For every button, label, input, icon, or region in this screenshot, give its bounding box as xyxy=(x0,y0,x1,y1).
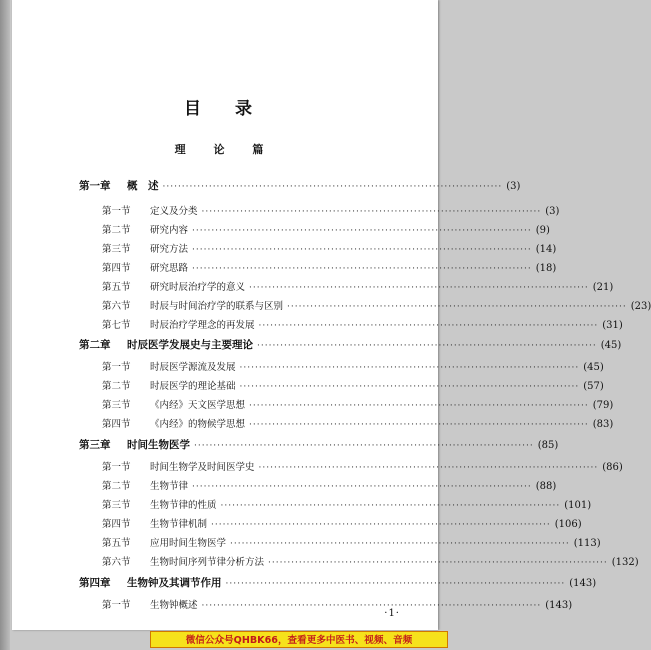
toc-page-ref: (14) xyxy=(535,244,557,255)
chapter-number: 第四章 xyxy=(79,577,111,589)
leader-dots: ························································································ xyxy=(249,401,589,411)
section-title: 时辰医学源流及发展 xyxy=(150,362,236,373)
toc-section-row xyxy=(12,241,557,257)
section-title: 生物节律机制 xyxy=(150,519,208,530)
toc-page-ref: (21) xyxy=(592,282,614,293)
section-title: 《内经》天文医学思想 xyxy=(150,400,246,411)
toc-chapter-row xyxy=(12,437,559,453)
toc-page-ref: (57) xyxy=(583,381,604,392)
section-title: 时辰与时间治疗学的联系与区别 xyxy=(150,301,284,312)
toc-page-ref: (45) xyxy=(583,362,604,373)
leader-dots: ························································································ xyxy=(287,302,627,312)
section-title: 定义及分类 xyxy=(150,206,198,217)
toc-page-ref: (45) xyxy=(600,340,622,351)
leader-dots: ························································································ xyxy=(192,245,532,255)
part-title: 理 论 篇 xyxy=(174,143,276,156)
leader-dots: ························································································ xyxy=(230,539,570,549)
section-number: 第六节 xyxy=(102,557,131,568)
section-number: 第二节 xyxy=(102,481,131,492)
leader-dots: ························································································ xyxy=(194,441,534,451)
leader-dots: ························································································ xyxy=(192,264,532,274)
leader-dots: ························································································ xyxy=(225,579,566,589)
promo-banner: 微信公众号QHBK66，查看更多中医书、视频、音频 xyxy=(150,631,448,648)
chapter-title: 时间生物医学 xyxy=(127,439,190,451)
toc-chapter-row xyxy=(12,178,521,194)
section-number: 第六节 xyxy=(102,301,131,312)
toc-page-ref: (83) xyxy=(592,419,614,430)
section-number: 第一节 xyxy=(102,462,131,473)
section-title: 研究内容 xyxy=(150,225,189,236)
chapter-number: 第二章 xyxy=(79,339,111,351)
toc-section-row xyxy=(12,554,639,570)
section-number: 第七节 xyxy=(102,320,131,331)
toc-section-row xyxy=(12,260,557,276)
toc-section-row xyxy=(12,416,614,432)
toc-page-ref: (86) xyxy=(602,462,623,473)
section-number: 第五节 xyxy=(102,282,131,293)
leader-dots: ························································································ xyxy=(239,382,580,392)
leader-dots: ························································································ xyxy=(239,363,580,373)
toc-page-ref: (23) xyxy=(630,301,651,312)
toc-section-row xyxy=(12,535,601,551)
section-title: 研究方法 xyxy=(150,244,189,255)
toc-chapter-row xyxy=(12,575,597,591)
toc-page-ref: (106) xyxy=(554,519,582,530)
section-number: 第三节 xyxy=(102,400,131,411)
toc-section-row xyxy=(12,279,614,295)
toc-page-ref: (85) xyxy=(537,440,559,451)
section-title: 时辰治疗学理念的再发展 xyxy=(150,320,255,331)
toc-page-ref: (143) xyxy=(545,600,573,611)
section-number: 第三节 xyxy=(102,244,131,255)
section-title: 生物钟概述 xyxy=(150,600,198,611)
leader-dots: ························································································ xyxy=(257,341,597,351)
document-page xyxy=(12,0,651,630)
toc-section-row xyxy=(12,359,604,375)
toc-section-row xyxy=(12,203,560,219)
toc-chapter-row xyxy=(12,337,622,353)
section-title: 生物节律的性质 xyxy=(150,500,217,511)
leader-dots: ························································································ xyxy=(192,482,532,492)
page-number: ·1· xyxy=(384,608,400,619)
page-title: 目 录 xyxy=(184,99,266,119)
toc-section-row xyxy=(12,378,604,394)
viewer-left-edge xyxy=(0,0,10,650)
chapter-title: 生物钟及其调节作用 xyxy=(127,577,222,589)
section-title: 研究思路 xyxy=(150,263,189,274)
leader-dots: ························································································ xyxy=(249,283,589,293)
toc-page-ref: (79) xyxy=(592,400,614,411)
toc-section-row xyxy=(12,597,573,613)
toc-section-row xyxy=(12,459,623,475)
toc-page-ref: (143) xyxy=(569,578,597,589)
leader-dots: ························································································ xyxy=(201,601,542,611)
section-title: 研究时辰治疗学的意义 xyxy=(150,282,246,293)
leader-dots: ························································································ xyxy=(211,520,551,530)
toc-page-ref: (132) xyxy=(611,557,639,568)
leader-dots: ························································································ xyxy=(220,501,561,511)
section-number: 第四节 xyxy=(102,419,131,430)
section-title: 生物时间序列节律分析方法 xyxy=(150,557,265,568)
chapter-title: 概 述 xyxy=(127,180,159,192)
chapter-number: 第一章 xyxy=(79,180,111,192)
section-number: 第一节 xyxy=(102,206,131,217)
chapter-title: 时辰医学发展史与主要理论 xyxy=(127,339,253,351)
section-number: 第四节 xyxy=(102,519,131,530)
toc-page-ref: (3) xyxy=(506,181,521,192)
section-title: 《内经》的物候学思想 xyxy=(150,419,246,430)
toc-section-row xyxy=(12,497,592,513)
toc-section-row xyxy=(12,317,623,333)
section-title: 时间生物学及时间医学史 xyxy=(150,462,255,473)
leader-dots: ························································································ xyxy=(258,321,599,331)
leader-dots: ························································································ xyxy=(258,463,599,473)
section-title: 生物节律 xyxy=(150,481,189,492)
section-number: 第一节 xyxy=(102,600,131,611)
toc-section-row xyxy=(12,222,550,238)
toc-page-ref: (88) xyxy=(535,481,557,492)
toc-page-ref: (18) xyxy=(535,263,557,274)
toc-section-row xyxy=(12,298,651,314)
toc-page-ref: (9) xyxy=(535,225,550,236)
table-of-contents xyxy=(12,0,651,630)
toc-section-row xyxy=(12,478,557,494)
section-title: 时辰医学的理论基础 xyxy=(150,381,236,392)
toc-section-row xyxy=(12,516,582,532)
section-number: 第三节 xyxy=(102,500,131,511)
toc-page-ref: (3) xyxy=(545,206,560,217)
section-number: 第四节 xyxy=(102,263,131,274)
leader-dots: ························································································ xyxy=(192,226,532,236)
leader-dots: ························································································ xyxy=(162,182,503,192)
section-number: 第二节 xyxy=(102,225,131,236)
toc-page-ref: (113) xyxy=(573,538,601,549)
chapter-number: 第三章 xyxy=(79,439,111,451)
leader-dots: ························································································ xyxy=(249,420,589,430)
section-title: 应用时间生物医学 xyxy=(150,538,227,549)
toc-page-ref: (31) xyxy=(602,320,623,331)
toc-page-ref: (101) xyxy=(564,500,592,511)
section-number: 第二节 xyxy=(102,381,131,392)
section-number: 第一节 xyxy=(102,362,131,373)
leader-dots: ························································································ xyxy=(201,207,542,217)
leader-dots: ························································································ xyxy=(268,558,608,568)
section-number: 第五节 xyxy=(102,538,131,549)
toc-section-row xyxy=(12,397,614,413)
